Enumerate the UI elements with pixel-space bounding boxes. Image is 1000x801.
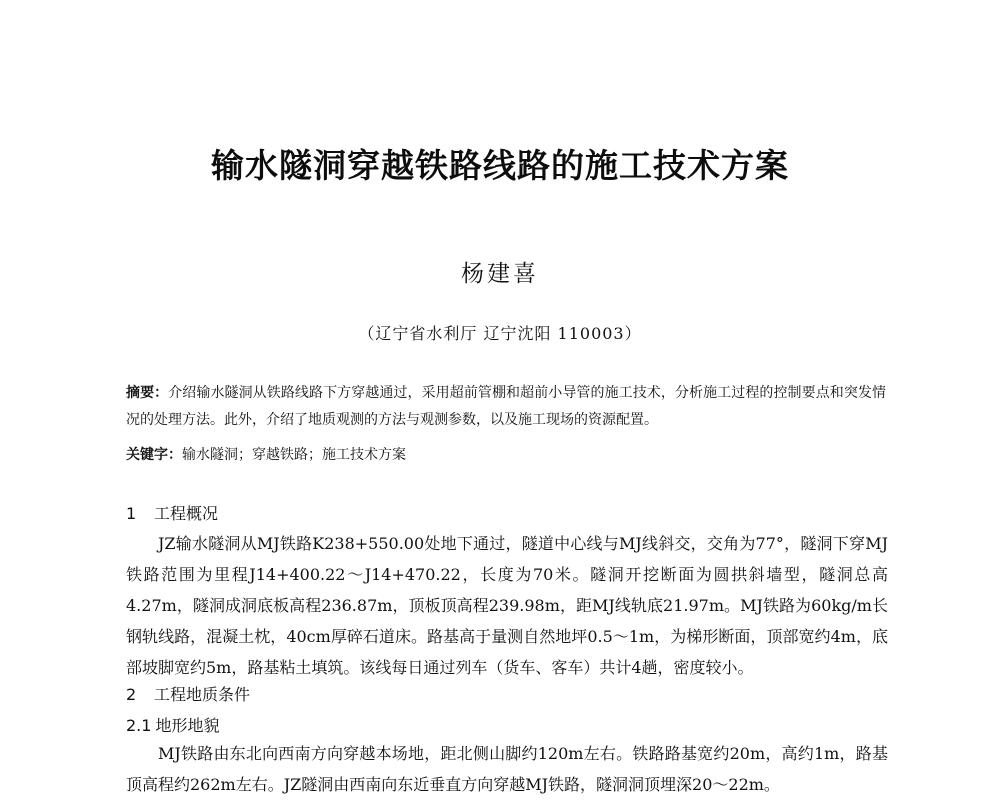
author-name: 杨建喜 <box>461 261 539 287</box>
abstract-label: 摘要： <box>126 385 169 401</box>
subsection-heading-2-1 <box>126 714 219 738</box>
keywords-text: 输水隧洞；穿越铁路；施工技术方案 <box>182 447 406 463</box>
section-heading-2 <box>126 683 250 707</box>
section-number: 2 <box>126 685 137 704</box>
subsection-number: 2.1 <box>126 716 152 735</box>
author-affiliation: （辽宁省水利厅 辽宁沈阳 110003） <box>358 324 642 343</box>
section-title: 工程概况 <box>154 504 219 523</box>
paper-title: 输水隧洞穿越铁路线路的施工技术方案 <box>211 146 789 185</box>
subsection-2-1-paragraph: MJ铁路由东北向西南方向穿越本场地，距北侧山脚约120m左右。铁路路基宽约20m，高约1m，路基顶高程约262m左右。JZ隧洞由西南向东近垂直方向穿越MJ铁路，隧洞洞顶埋深20～22m。 <box>126 744 888 794</box>
section-number: 1 <box>126 504 137 523</box>
section-title: 工程地质条件 <box>154 685 251 704</box>
abstract <box>126 380 886 434</box>
section-1-paragraph: JZ输水隧洞从MJ铁路K238+550.00处地下通过，隧道中心线与MJ线斜交，交角为77°，隧洞下穿MJ铁路范围为里程J14+400.22～J14+470.22，长度为70米。隧洞开挖断面为圆拱斜墙型，隧洞总高4.27m，隧洞成洞底板高程236.87m，顶板顶高程239.98m，距MJ线轨底21.97m。MJ铁路为60kg/m长钢轨线路，混凝土枕，40cm厚碎石道床。路基高于量测自然地坪0.5～1m，为梯形断面，顶部宽约4m，底部坡脚宽约5m，路基粘土填筑。该线每日通过列车（货车、客车）共计4趟，密度较小。 <box>126 534 888 677</box>
keywords-label: 关键字： <box>126 447 182 463</box>
subsection-title: 地形地貌 <box>155 716 220 735</box>
keywords <box>126 443 886 467</box>
section-heading-1 <box>126 502 218 526</box>
abstract-text: 介绍输水隧洞从铁路线路下方穿越通过，采用超前管棚和超前小导管的施工技术，分析施工过程的控制要点和突发情况的处理方法。此外，介绍了地质观测的方法与观测参数，以及施工现场的资源配置。 <box>126 385 887 428</box>
